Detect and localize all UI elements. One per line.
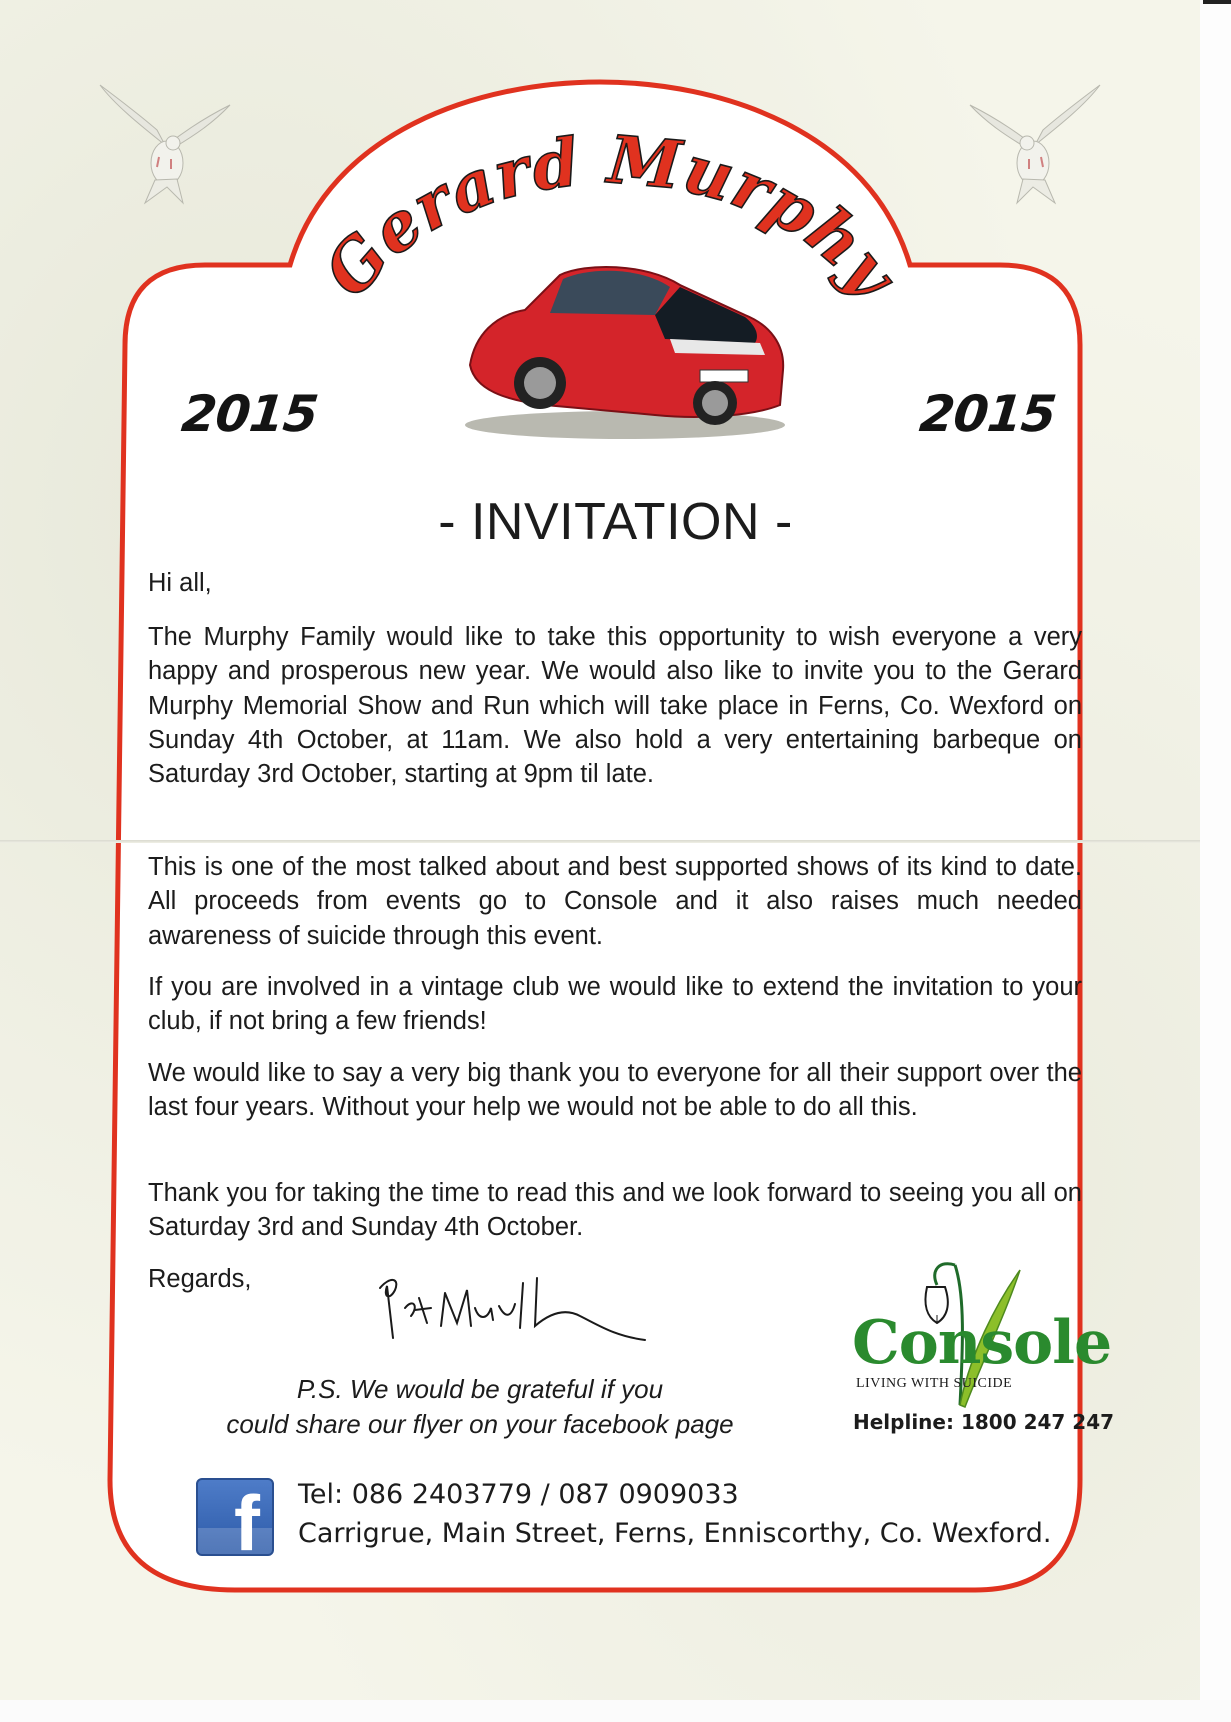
ps-line-2: could share our flyer on your facebook page [226, 1409, 734, 1439]
fold-line [0, 840, 1200, 843]
paragraph-2: This is one of the most talked about and best supported shows of its kind to date. All proceeds from events go to Console and it also raises much needed awareness of suicide through this event. [148, 853, 1082, 950]
invitation-heading: - INVITATION - [438, 493, 793, 551]
paragraph-1: The Murphy Family would like to take this opportunity to wish everyone a very happy and prosperous new year. We would also like to invite you to the Gerard Murphy Memorial Show and Run which will take place in Ferns, Co. Wexford on Sunday 4th October, at 11am. We also hold a very entertaining barbeque on Saturday 3rd October, starting at 9pm til late. [148, 623, 1082, 789]
signature [375, 1268, 655, 1358]
scan-edge-mark [1203, 0, 1231, 4]
paragraph-5: Thank you for taking the time to read this and we look forward to seeing you all on Saturday 3rd and Sunday 4th October. [148, 1179, 1082, 1242]
closing: Regards, [148, 1265, 252, 1293]
ps-note [160, 1372, 800, 1442]
dove-left-icon [95, 75, 235, 215]
paragraph-4: We would like to say a very big thank you to everyone for all their support over the last four years. Without your help we would not be able to do all this. [148, 1059, 1082, 1122]
scan-margin-right [1200, 0, 1231, 1722]
facebook-icon[interactable]: f [196, 1478, 274, 1556]
dove-right-icon [965, 75, 1105, 215]
greeting: Hi all, [148, 569, 212, 597]
title-name: Gerard Murphy [308, 120, 913, 312]
year-left: 2015 [178, 385, 321, 443]
paragraph-3: If you are involved in a vintage club we would like to extend the invitation to your club, if not bring a few friends! [148, 973, 1082, 1036]
scan-margin-bottom [0, 1700, 1231, 1722]
telephone: Tel: 086 2403779 / 087 0909033 [298, 1479, 739, 1510]
console-name: Console [852, 1308, 1112, 1378]
ps-line-1: P.S. We would be grateful if you [296, 1374, 664, 1404]
address: Carrigrue, Main Street, Ferns, Enniscorthy, Co. Wexford. [298, 1518, 1052, 1549]
car-photo [455, 255, 795, 445]
helpline: Helpline: 1800 247 247 [853, 1410, 1115, 1434]
console-tagline: LIVING WITH SUICIDE [856, 1376, 1013, 1391]
year-right: 2015 [916, 385, 1059, 443]
